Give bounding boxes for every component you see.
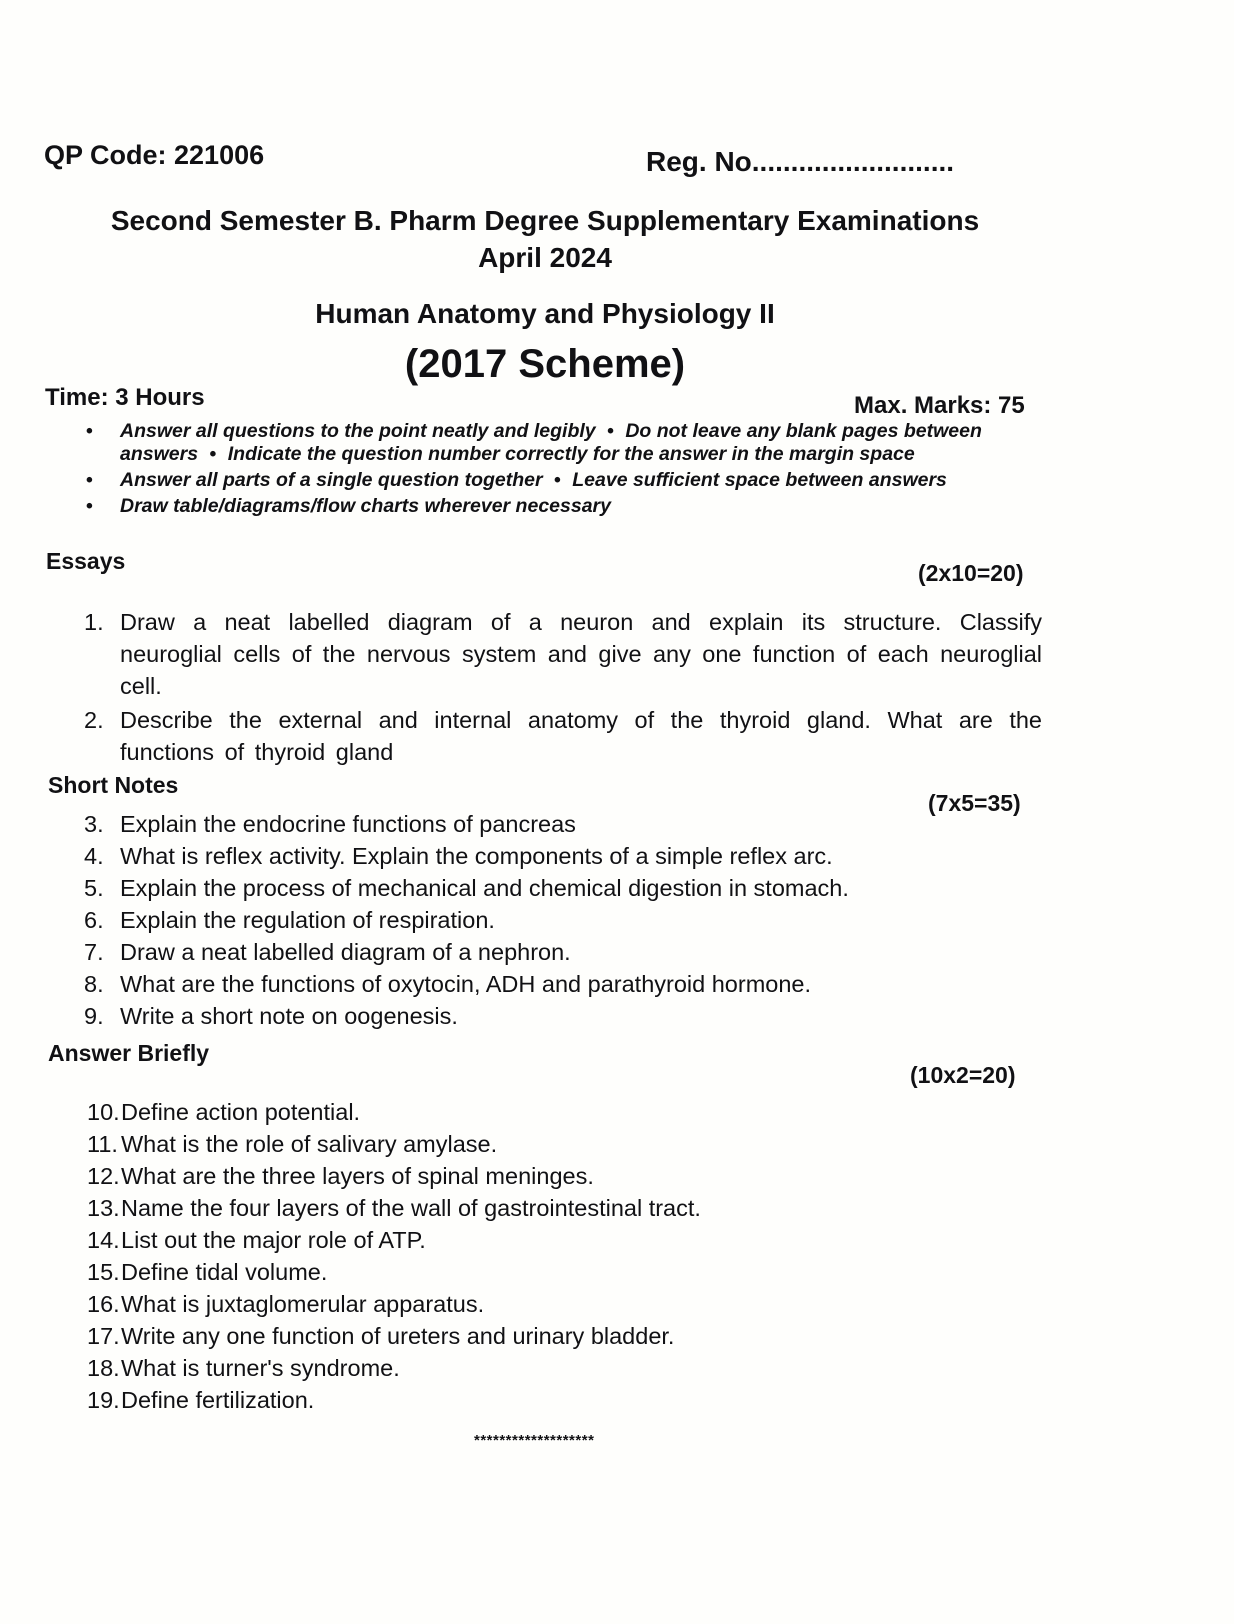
essay-questions	[84, 606, 1042, 768]
instruction-item	[84, 495, 1044, 518]
instruction-text: Answer all parts of a single question together	[120, 469, 543, 491]
question-item	[84, 808, 984, 840]
short-note-questions	[84, 808, 984, 1032]
question-text: What is turner's syndrome.	[121, 1355, 400, 1381]
question-number: 10.	[87, 1099, 120, 1125]
question-text: Define action potential.	[121, 1099, 361, 1125]
question-text: Write a short note on oogenesis.	[120, 1003, 458, 1029]
question-text: Explain the process of mechanical and chemical digestion in stomach.	[120, 875, 849, 901]
question-text: What are the three layers of spinal meninges.	[121, 1163, 594, 1189]
question-number: 9.	[84, 1003, 104, 1029]
bullet-icon: •	[607, 420, 614, 442]
instructions-list	[84, 420, 1044, 521]
question-text: What are the functions of oxytocin, ADH and parathyroid hormone.	[120, 971, 812, 997]
instruction-item	[84, 420, 1044, 466]
question-number: 2.	[84, 707, 104, 733]
question-item	[87, 1256, 987, 1288]
instruction-text: Do not leave any blank pages between answers	[120, 420, 982, 465]
question-item	[84, 606, 1042, 702]
question-number: 6.	[84, 907, 104, 933]
question-number: 14.	[87, 1227, 120, 1253]
question-item	[84, 1000, 984, 1032]
instruction-text: Draw table/diagrams/flow charts wherever necessary	[120, 495, 611, 517]
instruction-text: Indicate the question number correctly for the answer in the margin space	[227, 443, 915, 465]
question-text: Explain the regulation of respiration.	[120, 907, 495, 933]
question-item	[87, 1192, 987, 1224]
question-text: List out the major role of ATP.	[121, 1227, 426, 1253]
question-item	[84, 936, 984, 968]
section-marks-answer-briefly: (10x2=20)	[910, 1062, 1016, 1088]
scheme-label: (2017 Scheme)	[404, 342, 686, 386]
question-text: What is juxtaglomerular apparatus.	[121, 1291, 485, 1317]
bullet-icon: •	[209, 443, 217, 465]
section-marks-essays: (2x10=20)	[918, 560, 1024, 586]
question-number: 1.	[84, 609, 104, 635]
question-item	[87, 1128, 987, 1160]
exam-duration: Time: 3 Hours	[45, 384, 205, 411]
question-text: Explain the endocrine functions of pancreas	[120, 811, 576, 837]
question-item	[87, 1096, 987, 1128]
question-number: 13.	[87, 1195, 120, 1221]
question-number: 16.	[87, 1291, 120, 1317]
question-item	[87, 1160, 987, 1192]
section-heading-answer-briefly: Answer Briefly	[48, 1040, 210, 1066]
section-heading-short-notes: Short Notes	[48, 772, 179, 798]
question-text: Define tidal volume.	[121, 1259, 328, 1285]
question-number: 17.	[87, 1323, 120, 1349]
question-text: Write any one function of ureters and urinary bladder.	[121, 1323, 675, 1349]
exam-title: Second Semester B. Pharm Degree Supplementary Examinations	[110, 205, 980, 236]
question-item	[87, 1320, 987, 1352]
bullet-icon: •	[86, 469, 93, 491]
question-item	[87, 1352, 987, 1384]
question-item	[87, 1288, 987, 1320]
answer-briefly-questions	[87, 1096, 987, 1416]
question-number: 11.	[87, 1131, 118, 1157]
question-number: 19.	[87, 1387, 120, 1413]
max-marks: Max. Marks: 75	[854, 392, 1025, 419]
section-heading-essays: Essays	[46, 548, 126, 574]
question-number: 8.	[84, 971, 104, 997]
question-text: Define fertilization.	[121, 1387, 315, 1413]
question-item	[84, 904, 984, 936]
exam-date: April 2024	[478, 242, 612, 273]
question-number: 7.	[84, 939, 104, 965]
question-text: What is the role of salivary amylase.	[121, 1131, 498, 1157]
question-number: 5.	[84, 875, 104, 901]
question-number: 4.	[84, 843, 104, 869]
bullet-icon: •	[86, 495, 93, 517]
question-item	[84, 840, 984, 872]
question-item	[87, 1224, 987, 1256]
question-item	[84, 704, 1042, 768]
section-marks-short-notes: (7x5=35)	[928, 790, 1021, 816]
question-text: Draw a neat labelled diagram of a nephron.	[120, 939, 571, 965]
end-of-paper-marker: *******************	[474, 1432, 595, 1449]
qp-code: QP Code: 221006	[44, 140, 265, 170]
bullet-icon: •	[86, 420, 93, 442]
question-number: 3.	[84, 811, 104, 837]
instruction-item	[84, 469, 1044, 492]
question-item	[84, 968, 984, 1000]
question-number: 18.	[87, 1355, 120, 1381]
question-item	[87, 1384, 987, 1416]
question-number: 15.	[87, 1259, 120, 1285]
question-text: Name the four layers of the wall of gastrointestinal tract.	[121, 1195, 701, 1221]
instruction-text: Answer all questions to the point neatly and legibly	[120, 420, 596, 442]
question-text: What is reflex activity. Explain the components of a simple reflex arc.	[120, 843, 833, 869]
reg-no-field: Reg. No..........................	[646, 146, 955, 177]
subject-title: Human Anatomy and Physiology II	[315, 298, 775, 329]
question-text: Describe the external and internal anatomy of the thyroid gland. What are the functions of thyroid gland	[120, 707, 1042, 765]
question-text: Draw a neat labelled diagram of a neuron and explain its structure. Classify neuroglial cells of the nervous system and give any one function of each neuroglial cell.	[120, 609, 1042, 699]
bullet-icon: •	[554, 469, 561, 491]
question-item	[84, 872, 984, 904]
instruction-text: Leave sufficient space between answers	[572, 469, 947, 491]
question-number: 12.	[87, 1163, 120, 1189]
